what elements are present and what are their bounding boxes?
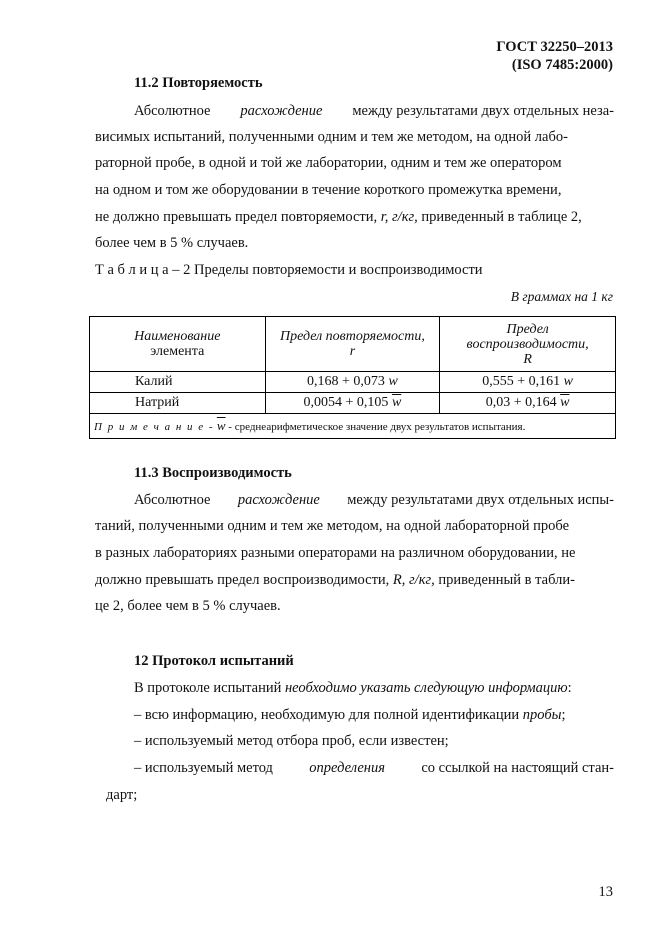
repeatability-cell: 0,0054 + 0,105 $\overline{w}$	[265, 393, 440, 414]
paragraph-line: должно превышать предел воспроизводимости, R, г/кг, приведенный в табли-	[95, 572, 575, 588]
paragraph-line: це 2, более чем в 5 % случаев.	[95, 598, 281, 614]
table-note: П р и м е ч а н и е - $\overline{w}$ - среднеарифметическое значение двух результатов испытания.	[90, 414, 616, 439]
table-note-row	[90, 414, 616, 439]
limits-table	[89, 316, 616, 439]
header-repeatability: Предел повторяемости, r	[265, 317, 440, 372]
table-row	[90, 393, 616, 414]
paragraph-line: висимых испытаний, полученными одним и тем же методом, на одной лабо-	[95, 129, 568, 145]
header-element-name: Наименование элемента	[90, 317, 266, 372]
document-header	[496, 38, 613, 74]
table-units: В граммах на 1 кг	[510, 289, 613, 304]
paragraph-line: Абсолютное расхождение между результатами двух отдельных неза-	[134, 103, 614, 119]
paragraph-line: в разных лабораториях разными операторами на различном оборудовании, не	[95, 545, 576, 561]
paragraph-line: раторной пробе, в одной и той же лаборатории, одним и тем же оператором	[95, 155, 562, 171]
page-number: 13	[598, 884, 613, 900]
table-header-row	[90, 317, 616, 372]
paragraph-line: не должно превышать предел повторяемости, r, г/кг, приведенный в таблице 2,	[95, 209, 582, 225]
paragraph-line: Абсолютное расхождение между результатами двух отдельных испы-	[134, 492, 614, 508]
list-item: – используемый метод отбора проб, если известен;	[134, 733, 449, 749]
list-item: – используемый метод определения со ссылкой на настоящий стан-	[134, 760, 614, 776]
reproducibility-cell: 0,555 + 0,161 w	[440, 372, 616, 393]
section-12-title: 12 Протокол испытаний	[134, 653, 294, 669]
header-reproducibility: Предел воспроизводимости, R	[440, 317, 616, 372]
reproducibility-cell: 0,03 + 0,164 $\overline{w}$	[440, 393, 616, 414]
repeatability-cell: 0,168 + 0,073 w	[265, 372, 440, 393]
section-11-3-title: 11.3 Воспроизводимость	[134, 465, 292, 481]
paragraph-line: таний, полученными одним и тем же методом, на одной лабораторной пробе	[95, 518, 570, 534]
table-caption: Т а б л и ц а – 2 Пределы повторяемости и воспроизводимости	[95, 262, 483, 278]
iso-reference: (ISO 7485:2000)	[511, 57, 613, 73]
element-name-cell: Натрий	[90, 393, 266, 414]
element-name-cell: Калий	[90, 372, 266, 393]
standard-number: ГОСТ 32250–2013	[496, 39, 613, 55]
table-row	[90, 372, 616, 393]
section-11-2-title: 11.2 Повторяемость	[134, 75, 263, 91]
list-item-continuation: дарт;	[106, 787, 138, 803]
paragraph-line: более чем в 5 % случаев.	[95, 235, 249, 251]
list-item: – всю информацию, необходимую для полной идентификации пробы;	[134, 707, 566, 723]
paragraph-line: на одном и том же оборудовании в течение короткого промежутка времени,	[95, 182, 562, 198]
paragraph-line: В протоколе испытаний необходимо указать следующую информацию:	[134, 680, 572, 696]
